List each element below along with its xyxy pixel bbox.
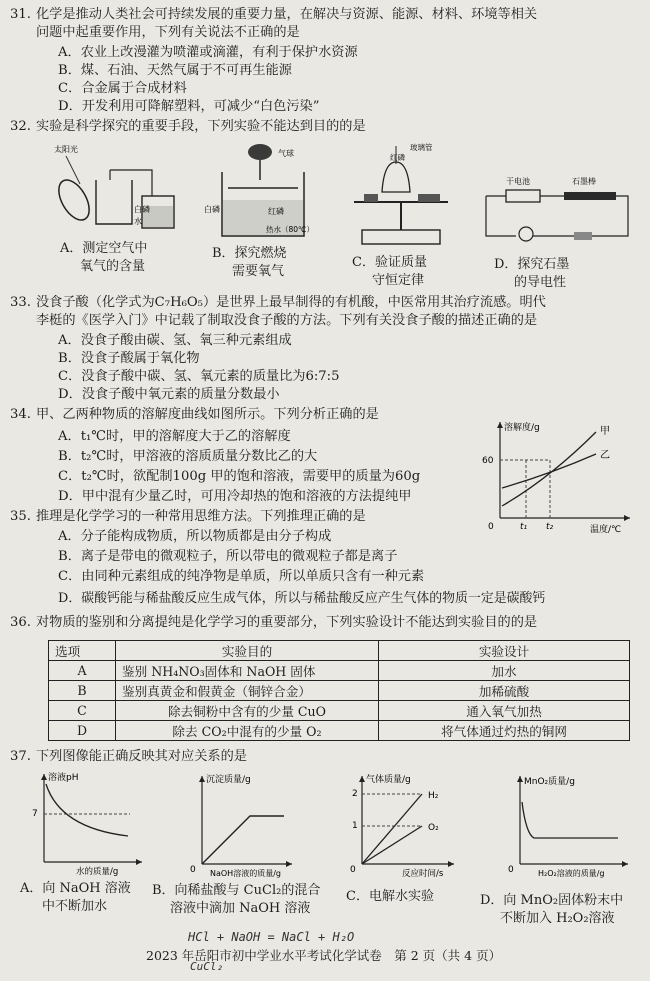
c-ylabel: 气体质量/g xyxy=(366,775,411,785)
b-xlabel: NaOH溶液的质量/g xyxy=(210,869,281,878)
q34-t2: t₂ xyxy=(546,522,554,532)
table-row xyxy=(49,701,630,721)
q37-label-c1: C．电解水实验 xyxy=(346,889,434,904)
b-red-p-label: 红磷 xyxy=(268,207,284,216)
row-c-design: 通入氧气加热 xyxy=(379,701,630,721)
row-d-purpose: 除去 CO₂中混有的少量 O₂ xyxy=(116,721,379,741)
q37-label-b1: B．向稀盐酸与 CuCl₂的混合 xyxy=(152,883,321,898)
c-xlabel: 反应时间/s xyxy=(402,869,444,879)
white-phosphorus-label: 白磷 xyxy=(134,205,150,214)
q32-label-b2: 需要氧气 xyxy=(232,264,285,279)
q34-option-d: D．甲中混有少量乙时，可用冷却热的饱和溶液的方法提纯甲 xyxy=(58,489,412,504)
q37-label-a1: A．向 NaOH 溶液 xyxy=(20,881,131,896)
a-curve xyxy=(46,784,128,836)
q34-ylabel: 溶解度/g xyxy=(504,423,540,433)
curve-yi xyxy=(502,454,596,488)
b-origin: 0 xyxy=(190,865,196,875)
q33-option-a: A．没食子酸由碳、氢、氧三种元素组成 xyxy=(58,333,292,348)
delivery-tube xyxy=(110,170,152,196)
row-d-option: D xyxy=(49,721,116,741)
c-red-p-label: 红磷 xyxy=(390,153,405,162)
page-footer: 2023 年岳阳市初中学业水平考试化学试卷 第 2 页（共 4 页） xyxy=(146,948,502,963)
q33-option-d: D．没食子酸中氧元素的质量分数最小 xyxy=(58,387,280,402)
q34-t1: t₁ xyxy=(520,522,528,532)
q37-graph-c xyxy=(338,772,464,882)
q32-figure-b xyxy=(204,140,328,238)
b-ylabel: 沉淀质量/g xyxy=(206,775,251,785)
q36-table xyxy=(48,640,630,741)
c-o2-label: O₂ xyxy=(428,823,439,833)
c-h2-label: H₂ xyxy=(428,791,439,801)
row-c-option: C xyxy=(49,701,116,721)
handwriting-equation: HCl + NaOH = NaCl + H₂O xyxy=(188,930,355,944)
hot-water-label: 热水（80℃） xyxy=(266,225,314,234)
q34-num: 34. xyxy=(10,407,31,422)
q34-xlabel: 温度/℃ xyxy=(590,525,622,535)
graphite-rod xyxy=(564,192,616,200)
q31-line1: 化学是推动人类社会可持续发展的重要力量，在解决与资源、能源、材料、环境等相关 xyxy=(36,7,538,22)
graphite-label: 石墨棒 xyxy=(572,177,596,186)
q34-option-b: B．t₂℃时，甲溶液的溶质质量分数比乙的大 xyxy=(58,449,318,464)
balloon-label: 气球 xyxy=(278,149,294,158)
q32-label-d1: D．探究石墨 xyxy=(494,257,570,272)
q32-label-a2: 氧气的含量 xyxy=(80,259,146,274)
b-white-p-label: 白磷 xyxy=(204,205,220,214)
row-a-design: 加水 xyxy=(379,661,630,681)
q37-graph-d xyxy=(498,772,638,882)
c-y2: 2 xyxy=(352,789,358,799)
lens-shape xyxy=(53,175,96,225)
q34-jia-label: 甲 xyxy=(600,426,610,437)
d-ylabel: MnO₂质量/g xyxy=(524,777,575,787)
row-a-purpose: 鉴别 NH₄NO₃固体和 NaOH 固体 xyxy=(116,661,379,681)
table-row xyxy=(49,681,630,701)
q35-option-b: B．离子是带电的微观粒子，所以带电的微观粒子都是离子 xyxy=(58,549,398,564)
balloon-shape xyxy=(248,144,272,160)
q37-label-d1: D．向 MnO₂固体粉末中 xyxy=(480,893,624,908)
row-b-purpose: 鉴别真黄金和假黄金（铜锌合金） xyxy=(116,681,379,701)
q31-option-c: C．合金属于合成材料 xyxy=(58,81,187,96)
q32-label-a1: A．测定空气中 xyxy=(60,241,148,256)
row-b-option: B xyxy=(49,681,116,701)
b-curve xyxy=(202,816,284,864)
flask-c xyxy=(382,162,410,192)
q33-line1: 没食子酸（化学式为C₇H₆O₅）是世界上最早制得的有机酸，中医常用其治疗流感。明代 xyxy=(36,295,546,310)
table-header-row xyxy=(49,641,630,661)
a-ylabel: 溶液pH xyxy=(48,773,79,783)
q35-option-d: D．碳酸钙能与稀盐酸反应生成气体，所以与稀盐酸反应产生气体的物质一定是碳酸钙 xyxy=(58,591,546,606)
q32-stem: 实验是科学探究的重要手段，下列实验不能达到目的的是 xyxy=(36,119,366,134)
q34-origin: 0 xyxy=(488,522,494,532)
glass-tube-label: 玻璃管 xyxy=(410,143,433,152)
c-y1: 1 xyxy=(352,821,358,831)
flask-shape xyxy=(96,180,132,224)
q37-num: 37. xyxy=(10,749,31,764)
q32-num: 32. xyxy=(10,119,31,134)
handwriting-cucl2: CuCl₂ xyxy=(190,960,224,973)
table-row xyxy=(49,721,630,741)
header-design: 实验设计 xyxy=(379,641,630,661)
q36-stem: 对物质的鉴别和分离提纯是化学学习的重要部分，下列实验设计不能达到实验目的的是 xyxy=(36,615,538,630)
h2-line xyxy=(362,794,422,864)
row-c-purpose: 除去铜粉中含有的少量 CuO xyxy=(116,701,379,721)
q35-option-a: A．分子能构成物质，所以物质都是由分子构成 xyxy=(58,529,332,544)
balance-base xyxy=(362,230,440,244)
row-d-design: 将气体通过灼热的铜网 xyxy=(379,721,630,741)
bulb-icon xyxy=(519,227,533,241)
q33-option-c: C．没食子酸中碳、氢、氧元素的质量比为6:7:5 xyxy=(58,369,340,384)
q37-label-a2: 中不断加水 xyxy=(42,899,108,914)
q32-label-c1: C．验证质量 xyxy=(352,255,427,270)
q31-option-a: A．农业上改漫灌为喷灌或滴灌，有利于保护水资源 xyxy=(58,45,358,60)
d-xlabel: H₂O₂溶液的质量/g xyxy=(538,869,605,878)
q35-num: 35. xyxy=(10,509,31,524)
table-row xyxy=(49,661,630,681)
d-origin: 0 xyxy=(508,865,514,875)
row-b-design: 加稀硫酸 xyxy=(379,681,630,701)
q35-stem: 推理是化学学习的一种常用思维方法。下列推理正确的是 xyxy=(36,509,366,524)
q37-label-b2: 溶液中滴加 NaOH 溶液 xyxy=(170,901,311,916)
q35-option-c: C．由同种元素组成的纯净物是单质，所以单质只含有一种元素 xyxy=(58,569,425,584)
q32-label-b1: B．探究燃烧 xyxy=(212,246,287,261)
q34-stem: 甲、乙两种物质的溶解度曲线如图所示。下列分析正确的是 xyxy=(36,407,379,422)
q34-solubility-graph xyxy=(480,418,640,538)
q37-graph-a xyxy=(20,770,150,880)
battery-label: 干电池 xyxy=(506,177,530,186)
q31-line2: 问题中起重要作用，下列有关说法不正确的是 xyxy=(36,25,300,40)
q32-label-c2: 守恒定律 xyxy=(372,273,425,288)
water-label: 水 xyxy=(134,217,142,226)
q34-option-a: A．t₁℃时，甲的溶解度大于乙的溶解度 xyxy=(58,429,291,444)
q32-figure-c xyxy=(346,140,456,248)
q31-option-b: B．煤、石油、天然气属于不可再生能源 xyxy=(58,63,292,78)
q34-option-c: C．t₂℃时，欲配制100g 甲的饱和溶液，需要甲的质量为60g xyxy=(58,469,421,484)
battery-shape xyxy=(506,190,540,202)
q32-figure-d xyxy=(482,176,632,256)
q36-num: 36. xyxy=(10,615,31,630)
q33-line2: 李梃的《医学入门》中记载了制取没食子酸的方法。下列有关没食子酸的描述正确的是 xyxy=(36,313,538,328)
q37-stem: 下列图像能正确反映其对应关系的是 xyxy=(36,749,247,764)
q34-yi-label: 乙 xyxy=(600,450,610,461)
d-curve xyxy=(522,802,618,838)
row-a-option: A xyxy=(49,661,116,681)
q33-num: 33. xyxy=(10,295,31,310)
q32-label-d2: 的导电性 xyxy=(514,275,567,290)
q31-num: 31. xyxy=(10,7,31,22)
c-origin: 0 xyxy=(350,865,356,875)
a-y7: 7 xyxy=(32,809,38,819)
q37-label-d2: 不断加入 H₂O₂溶液 xyxy=(500,911,615,926)
header-purpose: 实验目的 xyxy=(116,641,379,661)
switch-icon xyxy=(574,232,592,240)
q34-y60: 60 xyxy=(482,456,494,466)
q37-graph-b xyxy=(180,772,300,882)
curve-jia xyxy=(502,432,596,506)
q31-option-d: D．开发利用可降解塑料，可减少“白色污染” xyxy=(58,99,320,114)
q33-option-b: B．没食子酸属于氧化物 xyxy=(58,351,200,366)
o2-line xyxy=(362,826,422,864)
sunlight-label: 太阳光 xyxy=(54,145,78,154)
a-xlabel: 水的质量/g xyxy=(76,867,119,877)
header-option: 选项 xyxy=(49,641,116,661)
q32-figure-a xyxy=(52,140,192,238)
